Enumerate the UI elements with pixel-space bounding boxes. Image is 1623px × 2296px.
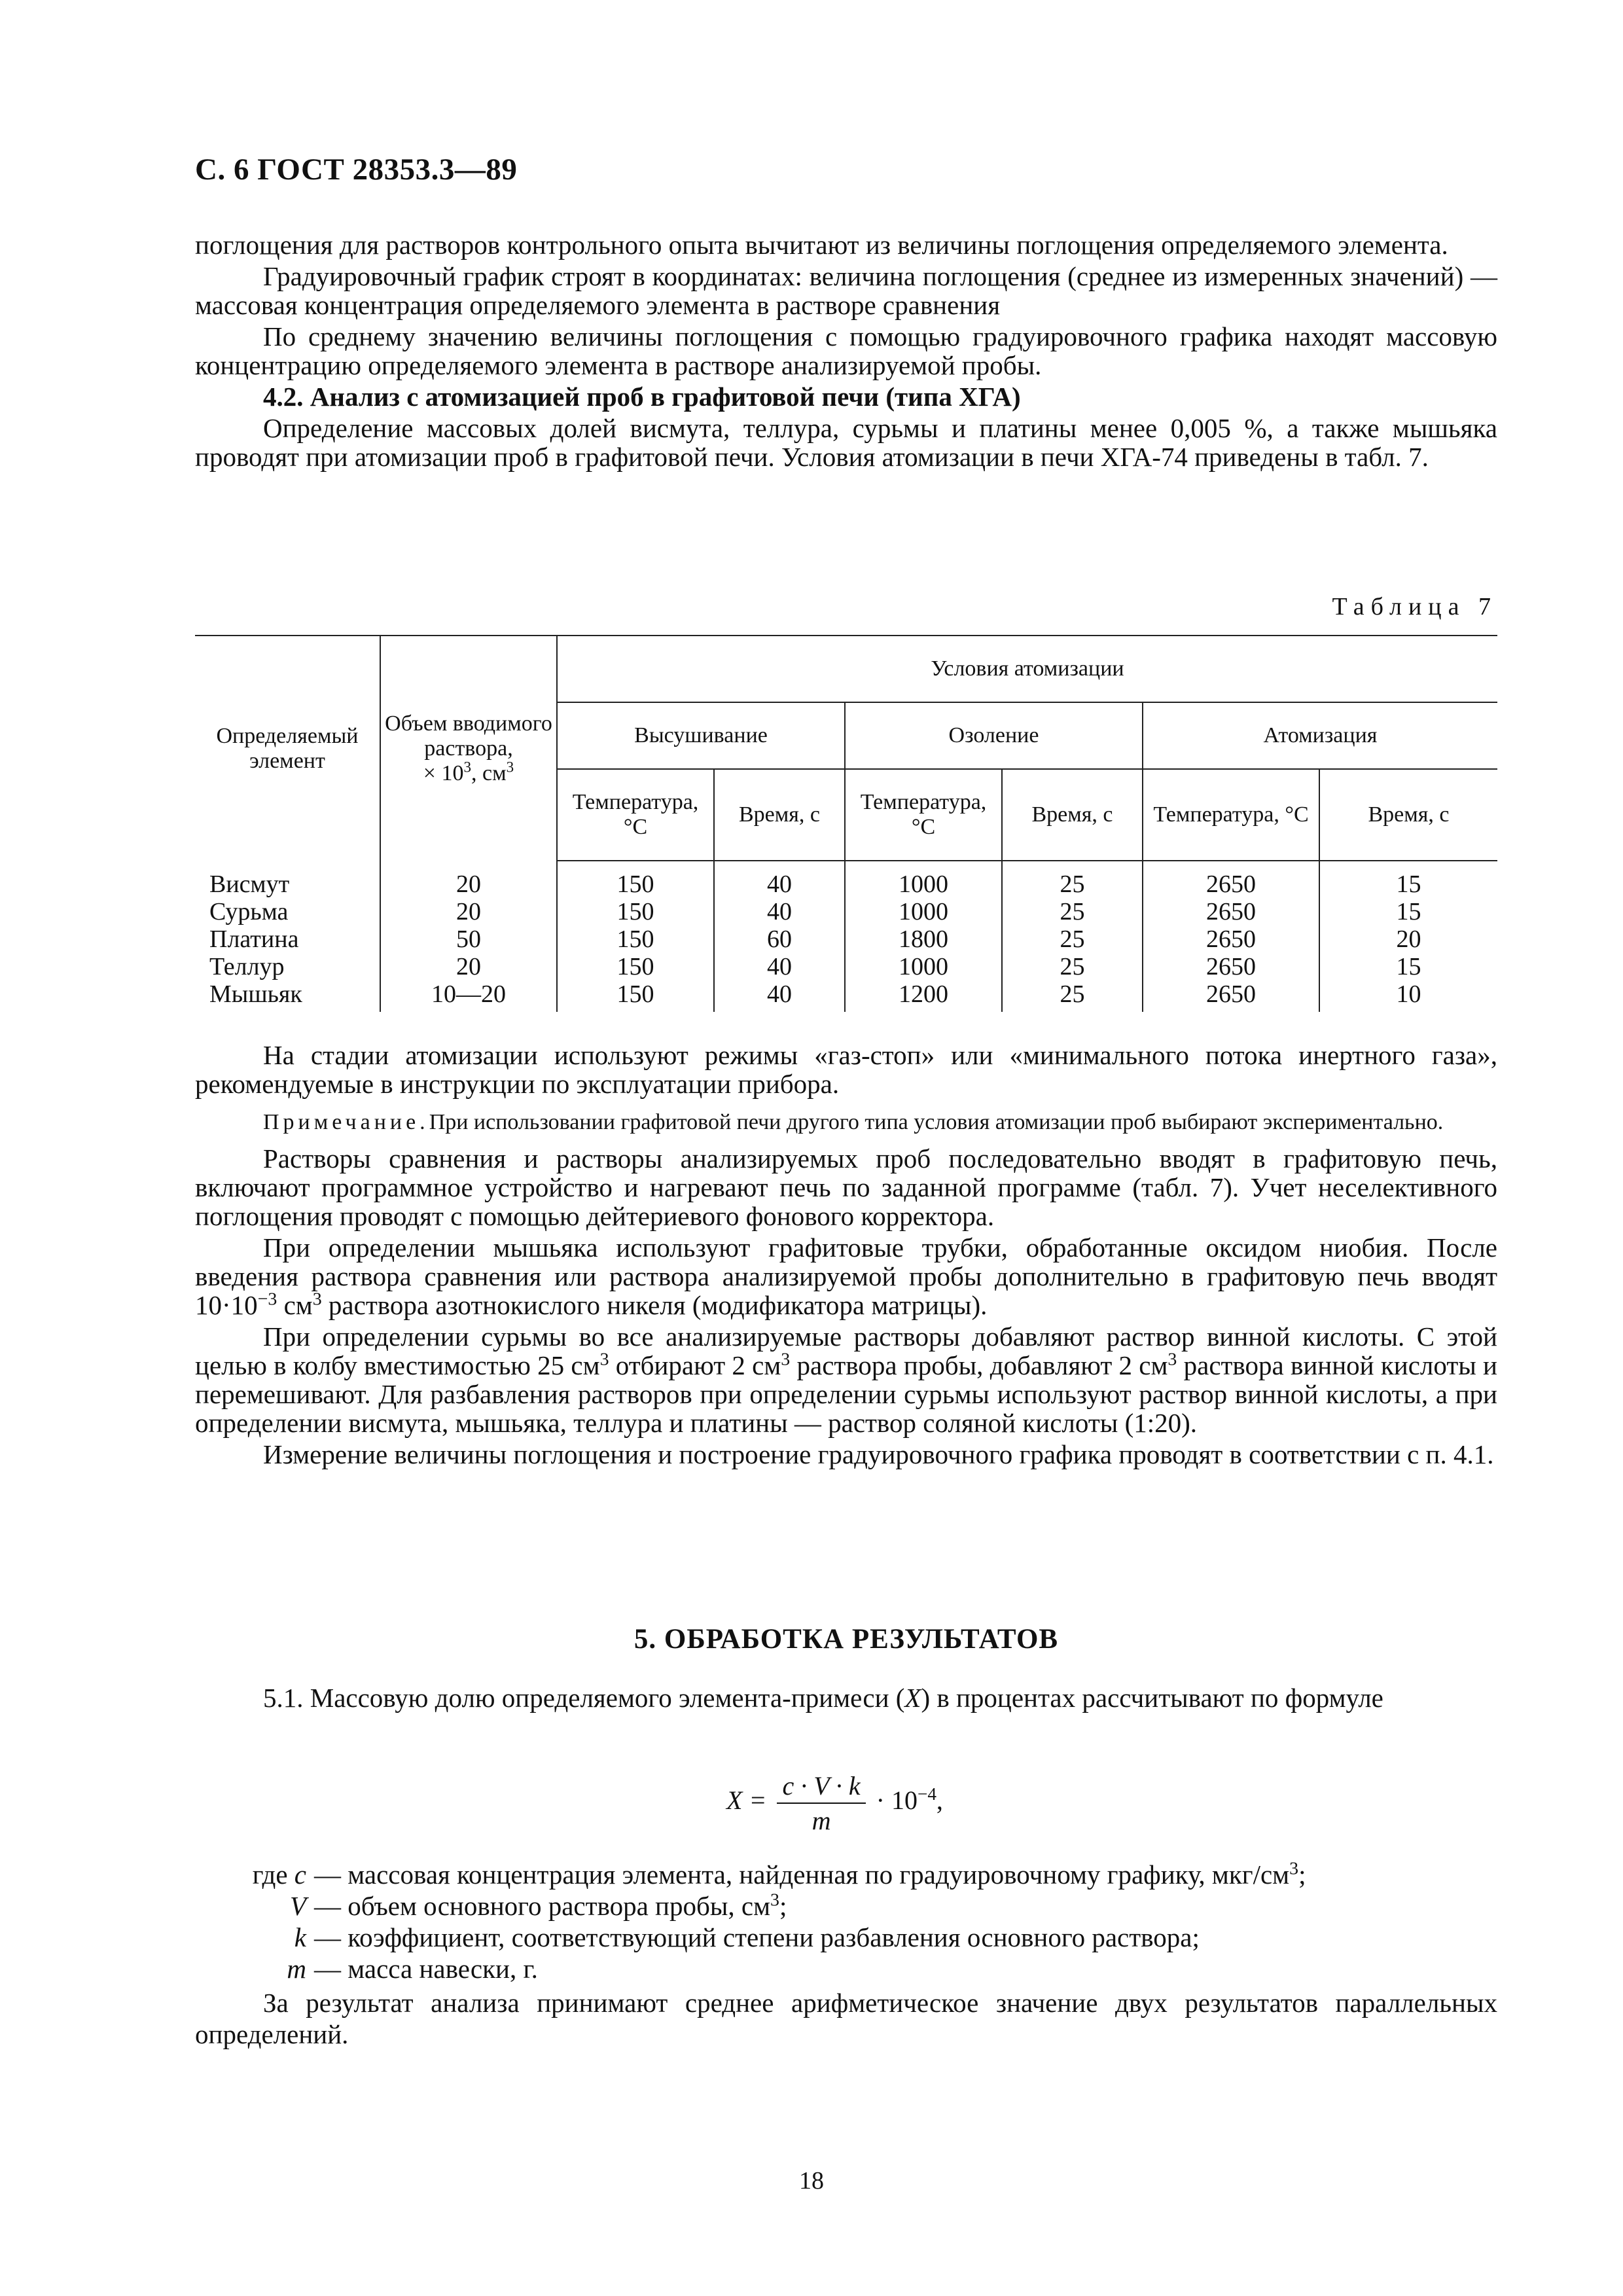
col-header-temp: Температура, °С <box>1143 769 1319 861</box>
paragraph: При определении мышьяка используют графитовые трубки, обработанные оксидом ниобия. После введения раствора сравнения или раствора анализируемой пробы дополнительно в графитовую печь вводят $10\cdot 10^{-3}$ $см^3$ раствора азотнокислого никеля (модификатора матрицы). <box>195 1232 1497 1320</box>
paragraph: По среднему значению величины поглощения с помощью градуировочного графика находят массовую концентрацию определяемого элемента в растворе анализируемой пробы. <box>195 321 1497 380</box>
table-row <box>195 953 1497 980</box>
table-cell: 2650 <box>1143 953 1319 980</box>
variable-definitions <box>195 1859 1497 2053</box>
table-cell: 1800 <box>845 925 1002 953</box>
subsection-heading: 4.2. Анализ с атомизацией проб в графитовой печи (типа ХГА) <box>263 382 1021 412</box>
col-header-atomization: Атомизация <box>1143 702 1497 769</box>
table-cell: 2650 <box>1143 980 1319 1012</box>
table-cell: 150 <box>557 953 714 980</box>
table-row <box>195 925 1497 953</box>
table-cell: Мышьяк <box>209 980 302 1008</box>
col-header-temp: Температура, °С <box>557 769 714 861</box>
after-table-text <box>195 1041 1497 1471</box>
table-cell: 25 <box>1002 980 1143 1012</box>
paragraph: Градуировочный график строят в координатах: величина поглощения (среднее из измеренных значений) — массовая концентрация определяемого элемента в растворе сравнения <box>195 261 1497 320</box>
definition-row: k — коэффициент, соответствующий степени разбавления основного раствора; <box>294 1922 1200 1952</box>
table-cell: 2650 <box>1143 925 1319 953</box>
paragraph: 5.1. Массовую долю определяемого элемента-примеси (X) в процентах рассчитывают по формуле <box>263 1683 1383 1713</box>
table-cell: 1200 <box>845 980 1002 1012</box>
table-cell: Висмут <box>209 870 290 898</box>
paragraph: Растворы сравнения и растворы анализируемых проб последовательно вводят в графитовую печь, включают программное устройство и нагревают печь по заданной программе (табл. 7). Учет неселективного поглощения проводят с помощью дейтериевого фонового корректора. <box>195 1143 1497 1231</box>
table-cell: 20 <box>1319 925 1497 953</box>
col-header-temp: Температура, °С <box>845 769 1002 861</box>
col-header-time: Время, с <box>1319 769 1497 861</box>
table-cell: 150 <box>557 898 714 925</box>
table-cell: 10—20 <box>380 980 557 1012</box>
page-header: С. 6 ГОСТ 28353.3—89 <box>195 152 518 187</box>
col-header-element: Определяемый элемент <box>195 636 380 861</box>
table-caption: Таблица 7 <box>1332 593 1497 620</box>
table-cell: 1000 <box>845 898 1002 925</box>
table-cell: 15 <box>1319 898 1497 925</box>
table-cell: Сурьма <box>209 898 289 925</box>
note-label: Примечание. <box>263 1110 429 1134</box>
col-header-conditions: Условия атомизации <box>557 636 1497 702</box>
table-cell: 20 <box>380 898 557 925</box>
table-cell: 15 <box>1319 953 1497 980</box>
table-row <box>195 861 1497 898</box>
paragraph: За результат анализа принимают среднее арифметическое значение двух результатов параллельных определений. <box>195 1988 1497 2049</box>
paragraph: При определении сурьмы во все анализируемые растворы добавляют раствор винной кислоты. С этой целью в колбу вместимостью 25 $см^3$ отбирают 2 $см^3$ раствора пробы, добавляют 2 $см^3$ раствора винной кислоты и перемешивают. Для разбавления растворов при определении сурьмы используют раствор винной кислоты, а при определении висмута, мышьяка, теллура и платины — раствор соляной кислоты (1:20). <box>195 1321 1497 1438</box>
table-cell: 1000 <box>845 861 1002 898</box>
table-cell: 150 <box>557 980 714 1012</box>
paragraph: Измерение величины поглощения и построение градуировочного графика проводят в соответствии с п. 4.1. <box>263 1439 1494 1469</box>
table-cell: 20 <box>380 861 557 898</box>
table-cell: 40 <box>714 980 845 1012</box>
definition-row: где c — массовая концентрация элемента, найденная по градуировочному графику, мкг/$см^3$; <box>252 1858 1306 1890</box>
col-header-drying: Высушивание <box>557 702 845 769</box>
table-cell: 40 <box>714 861 845 898</box>
table-cell: 60 <box>714 925 845 953</box>
section-title: 5. ОБРАБОТКА РЕЗУЛЬТАТОВ <box>633 1624 1059 1655</box>
intro-text <box>195 230 1497 474</box>
atomization-table <box>195 635 1497 1012</box>
table-cell: 50 <box>380 925 557 953</box>
table-cell: 25 <box>1002 861 1143 898</box>
definition-row: V — объем основного раствора пробы, $см^3$; <box>289 1890 787 1921</box>
table-cell: Платина <box>209 925 299 953</box>
table-row <box>195 898 1497 925</box>
paragraph: На стадии атомизации используют режимы «газ-стоп» или «минимального потока инертного газа», рекомендуемые в инструкции по эксплуатации прибора. <box>195 1040 1497 1099</box>
page-number: 18 <box>799 2167 824 2195</box>
table-cell: 40 <box>714 898 845 925</box>
col-header-time: Время, с <box>714 769 845 861</box>
col-header-ashing: Озоление <box>845 702 1143 769</box>
table-cell: 150 <box>557 861 714 898</box>
note <box>195 1110 1497 1135</box>
table-cell: 25 <box>1002 925 1143 953</box>
formula: X = $\frac{c \cdot V \cdot k}{m}$ · $10^{-4}$, <box>726 1771 943 1835</box>
table-cell: 15 <box>1319 861 1497 898</box>
table-row <box>195 980 1497 1012</box>
paragraph: Определение массовых долей висмута, теллура, сурьмы и платины менее 0,005 %, а также мышьяка проводят при атомизации проб в графитовой печи. Условия атомизации в печи ХГА-74 приведены в табл. 7. <box>195 413 1497 472</box>
table-cell: 150 <box>557 925 714 953</box>
table-cell: 25 <box>1002 898 1143 925</box>
table-cell: 2650 <box>1143 861 1319 898</box>
table-cell: 10 <box>1319 980 1497 1012</box>
table-cell: 20 <box>380 953 557 980</box>
col-header-volume: Объем вводимого раствора, × $10^3$, $см^3$ <box>380 636 557 861</box>
table-cell: 2650 <box>1143 898 1319 925</box>
table-cell: 1000 <box>845 953 1002 980</box>
table-cell: 40 <box>714 953 845 980</box>
col-header-time: Время, с <box>1002 769 1143 861</box>
section5-text <box>195 1683 1497 1715</box>
note-text: При использовании графитовой печи другого типа условия атомизации проб выбирают экспериментально. <box>429 1110 1444 1134</box>
table-cell: 25 <box>1002 953 1143 980</box>
table-cell: Теллур <box>209 953 285 980</box>
definition-row: m — масса навески, г. <box>287 1954 538 1984</box>
paragraph: поглощения для растворов контрольного опыта вычитают из величины поглощения определяемого элемента. <box>195 230 1448 260</box>
